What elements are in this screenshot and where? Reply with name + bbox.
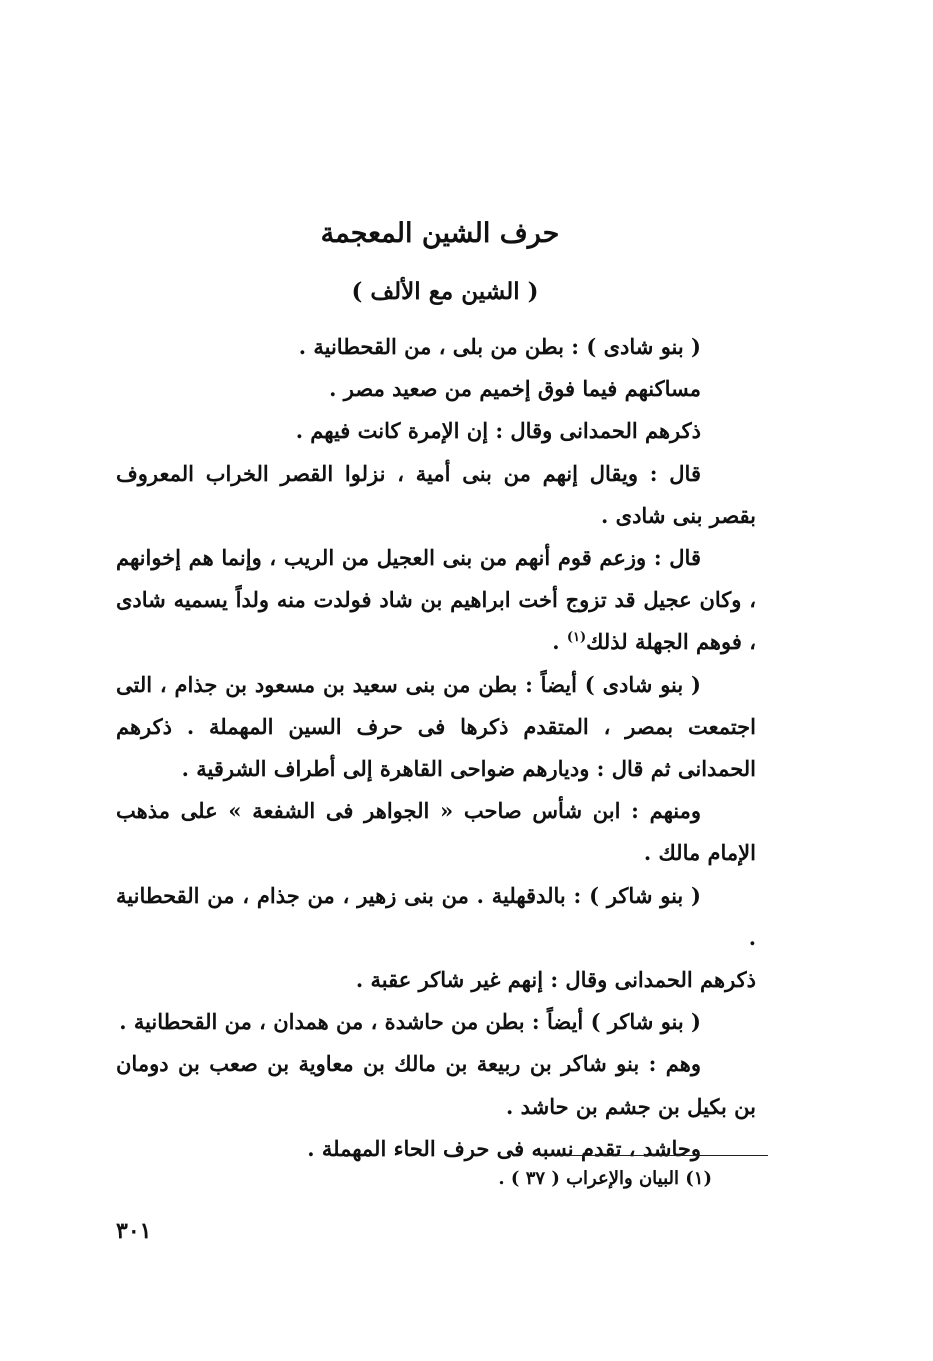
paragraph: ذكرهم الحمدانى وقال : إنهم غير شاكر عقبة . — [355, 967, 756, 993]
footnote-reference: (١) — [566, 630, 587, 646]
paragraph: ( بنو شاكر ) : بالدقهلية . من بنى زهير ، من جذام ، من القحطانية . — [116, 882, 756, 950]
paragraph-end: . — [552, 629, 567, 655]
paragraph: ومنهم : ابن شأس صاحب « الجواهر فى الشفعة » على مذهب الإمام مالك . — [116, 798, 756, 866]
page-number: ٣٠١ — [116, 1218, 152, 1244]
section-subtitle: ( الشين مع الألف ) — [351, 278, 539, 305]
paragraph: ( بنو شادى ) : بطن من بلى ، من القحطانية . — [298, 334, 701, 359]
paragraph: وحاشد ، تقدم نسبه فى حرف الحاء المهملة . — [307, 1135, 701, 1161]
paragraph-text: قال : وزعم قوم أنهم من بنى العجيل من الريب ، وإنما هم إخوانهم ، وكان عجيل قد تزوج أخت ابراهيم بن شاد فولدت منه ولداً يسميه شادى ، فوهم الجهلة لذلك — [116, 545, 756, 655]
paragraph: ( بنو شاكر ) أيضاً : بطن من حاشدة ، من همدان ، من القحطانية . — [119, 1009, 701, 1035]
paragraph: قال : ويقال إنهم من بنى أمية ، نزلوا القصر الخراب المعروف بقصر بنى شادى . — [116, 460, 756, 528]
paragraph: ( بنو شادى ) أيضاً : بطن من بنى سعيد بن مسعود بن جذام ، التى اجتمعت بمصر ، المتقدم ذكرها فى حرف السين المهملة . ذكرهم الحمدانى ثم قال : وديارهم ضواحى القاهرة إلى أطراف الشرقية . — [116, 671, 756, 782]
page-title: حرف الشين المعجمة — [320, 218, 560, 249]
paragraph: ذكرهم الحمدانى وقال : إن الإمرة كانت فيهم . — [295, 418, 701, 444]
paragraph: مساكنهم فيما فوق إخميم من صعيد مصر . — [329, 376, 701, 402]
footnote-divider — [556, 1155, 768, 1156]
footnote: (١) البيان والإعراب ( ٣٧ ) . — [498, 1168, 712, 1189]
paragraph-with-footnote — [116, 537, 756, 664]
paragraph: وهم : بنو شاكر بن ربيعة بن مالك بن معاوية بن صعب بن دومان بن بكيل بن جشم بن حاشد . — [116, 1051, 756, 1119]
body-text — [116, 326, 756, 1170]
